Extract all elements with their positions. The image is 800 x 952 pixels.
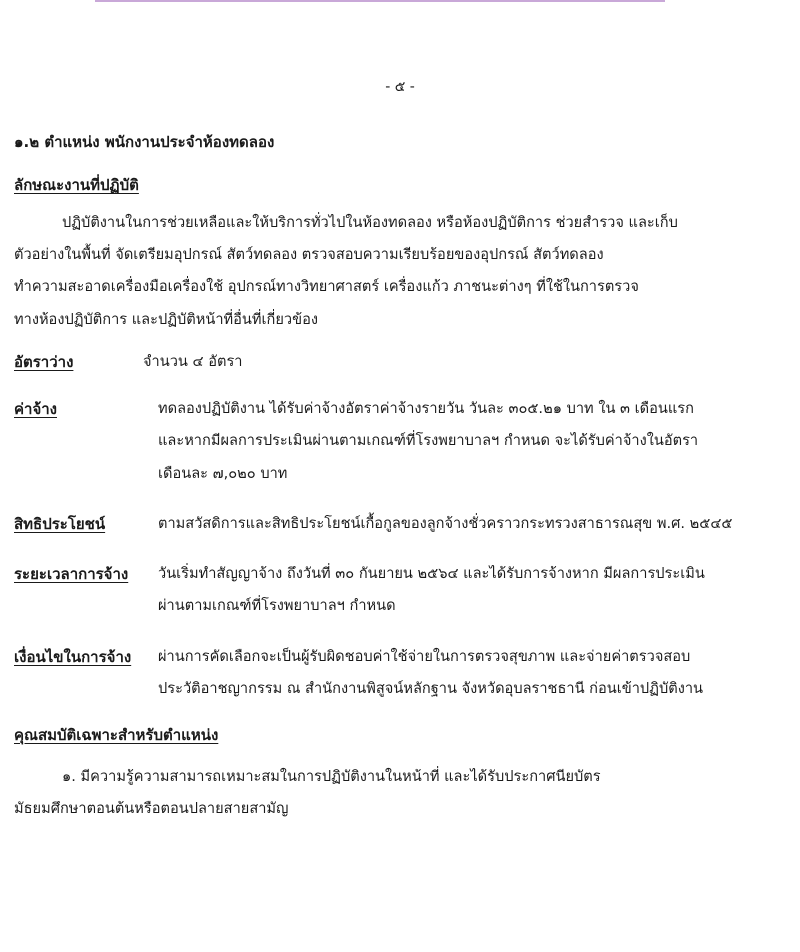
- benefits-value: ตามสวัสดิการและสิทธิประโยชน์เกื้อกูลของลูกจ้างชั่วคราวกระทรวงสาธารณสุข พ.ศ. ๒๕๔๕: [158, 515, 733, 532]
- period-line: ผ่านตามเกณฑ์ที่โรงพยาบาลฯ กำหนด: [158, 597, 396, 614]
- conditions-line: ผ่านการคัดเลือกจะเป็นผู้รับผิดชอบค่าใช้จ่ายในการตรวจสุขภาพ และจ่ายค่าตรวจสอบ: [158, 648, 691, 665]
- wage-line: ทดลองปฏิบัติงาน ได้รับค่าจ้างอัตราค่าจ้างรายวัน วันละ ๓๐๕.๒๑ บาท ใน ๓ เดือนแรก: [158, 400, 694, 417]
- wage-label: ค่าจ้าง: [14, 400, 57, 418]
- qualification-line: ๑. มีความรู้ความสามารถเหมาะสมในการปฏิบัติงานในหน้าที่ และได้รับประกาศนียบัตร: [62, 768, 601, 785]
- qualifications-heading: คุณสมบัติเฉพาะสำหรับตำแหน่ง: [14, 726, 219, 744]
- qualification-line: มัธยมศึกษาตอนต้นหรือตอนปลายสายสามัญ: [14, 800, 289, 817]
- vacancy-label: อัตราว่าง: [14, 353, 74, 371]
- period-label: ระยะเวลาการจ้าง: [14, 565, 129, 583]
- top-border-line: [95, 0, 665, 2]
- conditions-label: เงื่อนไขในการจ้าง: [14, 648, 132, 666]
- section-heading: ๑.๒ ตำแหน่ง พนักงานประจำห้องทดลอง: [14, 133, 275, 151]
- wage-line: เดือนละ ๗,๐๒๐ บาท: [158, 465, 288, 482]
- duties-line: ตัวอย่างในพื้นที่ จัดเตรียมอุปกรณ์ สัตว์ทดลอง ตรวจสอบความเรียบร้อยของอุปกรณ์ สัตว์ทดลอง: [14, 246, 604, 263]
- duties-line: ปฏิบัติงานในการช่วยเหลือและให้บริการทั่วไปในห้องทดลอง หรือห้องปฏิบัติการ ช่วยสำรวจ และเก็บ: [62, 214, 678, 231]
- period-line: วันเริ่มทำสัญญาจ้าง ถึงวันที่ ๓๐ กันยายน ๒๕๖๔ และได้รับการจ้างหาก มีผลการประเมิน: [158, 565, 705, 582]
- benefits-label: สิทธิประโยชน์: [14, 515, 106, 533]
- duties-line: ทางห้องปฏิบัติการ และปฏิบัติหน้าที่อื่นที่เกี่ยวข้อง: [14, 311, 318, 328]
- duties-line: ทำความสะอาดเครื่องมือเครื่องใช้ อุปกรณ์ทางวิทยาศาสตร์ เครื่องแก้ว ภาชนะต่างๆ ที่ใช้ในการตรวจ: [14, 278, 639, 295]
- page-number: - ๕ -: [385, 79, 415, 95]
- conditions-line: ประวัติอาชญากรรม ณ สำนักงานพิสูจน์หลักฐาน จังหวัดอุบลราชธานี ก่อนเข้าปฏิบัติงาน: [158, 680, 704, 697]
- vacancy-value: จำนวน ๔ อัตรา: [143, 353, 243, 370]
- wage-line: และหากมีผลการประเมินผ่านตามเกณฑ์ที่โรงพยาบาลฯ กำหนด จะได้รับค่าจ้างในอัตรา: [158, 432, 699, 449]
- duties-heading: ลักษณะงานที่ปฏิบัติ: [14, 176, 139, 194]
